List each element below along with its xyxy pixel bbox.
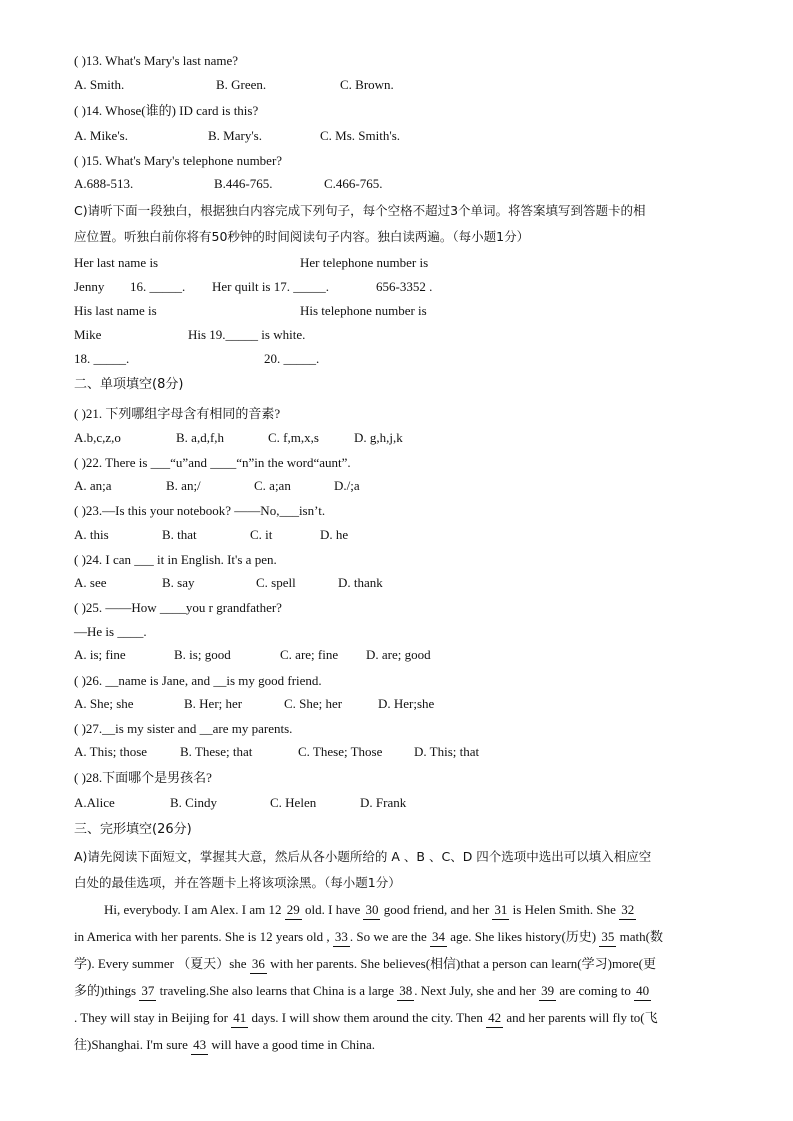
q27-option-c: C. These; Those bbox=[298, 744, 383, 759]
q23-option-c: C. it bbox=[250, 527, 273, 542]
question-14: ( )14. Whose(谁的) ID card is this? bbox=[74, 103, 259, 118]
q22-option-d: D./;a bbox=[334, 478, 360, 493]
question-23: ( )23.—Is this your notebook? ——No,___isn’t. bbox=[74, 503, 326, 518]
q28-option-a: A.Alice bbox=[74, 795, 115, 810]
q26-option-a: A. She; she bbox=[74, 696, 134, 711]
q26-option-b: B. Her; her bbox=[184, 696, 243, 711]
q27-option-b: B. These; that bbox=[180, 744, 253, 759]
blank-30[interactable]: 30 bbox=[363, 901, 380, 920]
listening-c-instruction-cont: 应位置。听独白前你将有50秒钟的时间阅读句子内容。独白读两遍。（每小题1分） bbox=[74, 229, 530, 244]
q15-option-a: A.688-513. bbox=[74, 176, 134, 191]
blank-43[interactable]: 43 bbox=[191, 1036, 208, 1055]
blank-33[interactable]: 33 bbox=[333, 928, 350, 947]
q23-option-b: B. that bbox=[162, 527, 197, 542]
question-25: ( )25. ——How ____you r grandfather? bbox=[74, 600, 282, 615]
his-telephone-label: His telephone number is bbox=[300, 303, 427, 318]
q25-option-b: B. is; good bbox=[174, 647, 231, 662]
q26-option-c: C. She; her bbox=[284, 696, 343, 711]
q21-option-a: A.b,c,z,o bbox=[74, 430, 121, 445]
question-28: ( )28.下面哪个是男孩名? bbox=[74, 770, 212, 785]
q21-option-d: D. g,h,j,k bbox=[354, 430, 403, 445]
question-24: ( )24. I can ___ it in English. It's a pen. bbox=[74, 552, 277, 567]
q22-option-b: B. an;/ bbox=[166, 478, 201, 493]
q24-option-d: D. thank bbox=[338, 575, 383, 590]
question-26: ( )26. __name is Jane, and __is my good friend. bbox=[74, 673, 322, 688]
blank-31[interactable]: 31 bbox=[492, 901, 509, 920]
blank-35[interactable]: 35 bbox=[599, 928, 616, 947]
q25-option-a: A. is; fine bbox=[74, 647, 126, 662]
blank-40[interactable]: 40 bbox=[634, 982, 651, 1001]
q14-option-b: B. Mary's. bbox=[208, 128, 262, 143]
q13-option-a: A. Smith. bbox=[74, 77, 125, 92]
cloze-instruction: A)请先阅读下面短文，掌握其大意，然后从各小题所给的 A 、B 、C、D 四个选项中选出可以填入相应空 bbox=[74, 849, 652, 864]
cloze-passage-line-6: 往)Shanghai. I'm sure 43 will have a good time in China. bbox=[74, 1036, 720, 1055]
q25-option-d: D. are; good bbox=[366, 647, 431, 662]
cloze-passage-line-1: Hi, everybody. I am Alex. I am 12 29 old. I have 30 good friend, and her 31 is Helen Smith. She 32 bbox=[74, 901, 750, 920]
her-last-name-label: Her last name is bbox=[74, 255, 159, 270]
q22-option-a: A. an;a bbox=[74, 478, 112, 493]
q26-option-d: D. Her;she bbox=[378, 696, 435, 711]
blank-37[interactable]: 37 bbox=[139, 982, 156, 1001]
q24-option-c: C. spell bbox=[256, 575, 296, 590]
q14-option-c: C. Ms. Smith's. bbox=[320, 128, 401, 143]
blank-36[interactable]: 36 bbox=[250, 955, 267, 974]
q15-option-b: B.446-765. bbox=[214, 176, 273, 191]
question-22: ( )22. There is ___“u”and ____“n”in the word“aunt”. bbox=[74, 455, 351, 470]
q23-option-d: D. he bbox=[320, 527, 349, 542]
q27-option-a: A. This; those bbox=[74, 744, 148, 759]
first-name-jenny: Jenny bbox=[74, 279, 105, 294]
q13-option-c: C. Brown. bbox=[340, 77, 394, 92]
q21-option-b: B. a,d,f,h bbox=[176, 430, 225, 445]
first-name-mike: Mike bbox=[74, 327, 102, 342]
q22-option-c: C. a;an bbox=[254, 478, 291, 493]
blank-38[interactable]: 38 bbox=[397, 982, 414, 1001]
blank-42[interactable]: 42 bbox=[486, 1009, 503, 1028]
question-27: ( )27.__is my sister and __are my parents. bbox=[74, 721, 293, 736]
blank-18: 18. _____. bbox=[74, 351, 130, 366]
her-telephone-number: 656-3352 . bbox=[376, 279, 433, 294]
q14-option-a: A. Mike's. bbox=[74, 128, 128, 143]
listening-c-instruction: C)请听下面一段独白，根据独白内容完成下列句子，每个空格不超过3个单词。将答案填写到答题卡的相 bbox=[74, 203, 646, 218]
q27-option-d: D. This; that bbox=[414, 744, 480, 759]
question-21: ( )21. 下列哪组字母含有相同的音素? bbox=[74, 406, 281, 421]
question-13: ( )13. What's Mary's last name? bbox=[74, 53, 239, 68]
blank-34[interactable]: 34 bbox=[430, 928, 447, 947]
her-quilt-blank-17: Her quilt is 17. _____. bbox=[212, 279, 329, 294]
q15-option-c: C.466-765. bbox=[324, 176, 383, 191]
cloze-passage-line-2: in America with her parents. She is 12 years old , 33 . So we are the 34 age. She likes history(历史) 35 math(数 bbox=[74, 928, 720, 947]
q13-option-b: B. Green. bbox=[216, 77, 267, 92]
q28-option-d: D. Frank bbox=[360, 795, 407, 810]
q25-option-c: C. are; fine bbox=[280, 647, 339, 662]
blank-20: 20. _____. bbox=[264, 351, 320, 366]
cloze-passage-line-3: 学). Every summer （夏天）she 36 with her parents. She believes(相信)that a person can learn(学习)more(更 bbox=[74, 955, 720, 974]
his-blank-19: His 19._____ is white. bbox=[188, 327, 306, 342]
blank-32[interactable]: 32 bbox=[619, 901, 636, 920]
q28-option-b: B. Cindy bbox=[170, 795, 217, 810]
his-last-name-label: His last name is bbox=[74, 303, 157, 318]
question-15: ( )15. What's Mary's telephone number? bbox=[74, 153, 283, 168]
her-telephone-label: Her telephone number is bbox=[300, 255, 429, 270]
blank-39[interactable]: 39 bbox=[539, 982, 556, 1001]
blank-41[interactable]: 41 bbox=[231, 1009, 248, 1028]
blank-16: 16. _____. bbox=[130, 279, 186, 294]
q28-option-c: C. Helen bbox=[270, 795, 317, 810]
q23-option-a: A. this bbox=[74, 527, 109, 542]
cloze-passage-line-5: . They will stay in Beijing for 41 days. I will show them around the city. Then 42 and her parents will fly to(飞 bbox=[74, 1009, 720, 1028]
q24-option-a: A. see bbox=[74, 575, 107, 590]
cloze-instruction-cont: 白处的最佳选项，并在答题卡上将该项涂黑。（每小题1分） bbox=[74, 875, 401, 890]
q21-option-c: C. f,m,x,s bbox=[268, 430, 319, 445]
q24-option-b: B. say bbox=[162, 575, 195, 590]
section-2-title: 二、单项填空(8分) bbox=[74, 377, 184, 392]
question-25-reply: —He is ____. bbox=[74, 624, 147, 639]
blank-29[interactable]: 29 bbox=[285, 901, 302, 920]
cloze-passage-line-4: 多的)things 37 traveling.She also learns that China is a large 38 . Next July, she and her 39 are coming to 40 bbox=[74, 982, 720, 1001]
section-3-title: 三、完形填空(26分) bbox=[74, 822, 192, 837]
